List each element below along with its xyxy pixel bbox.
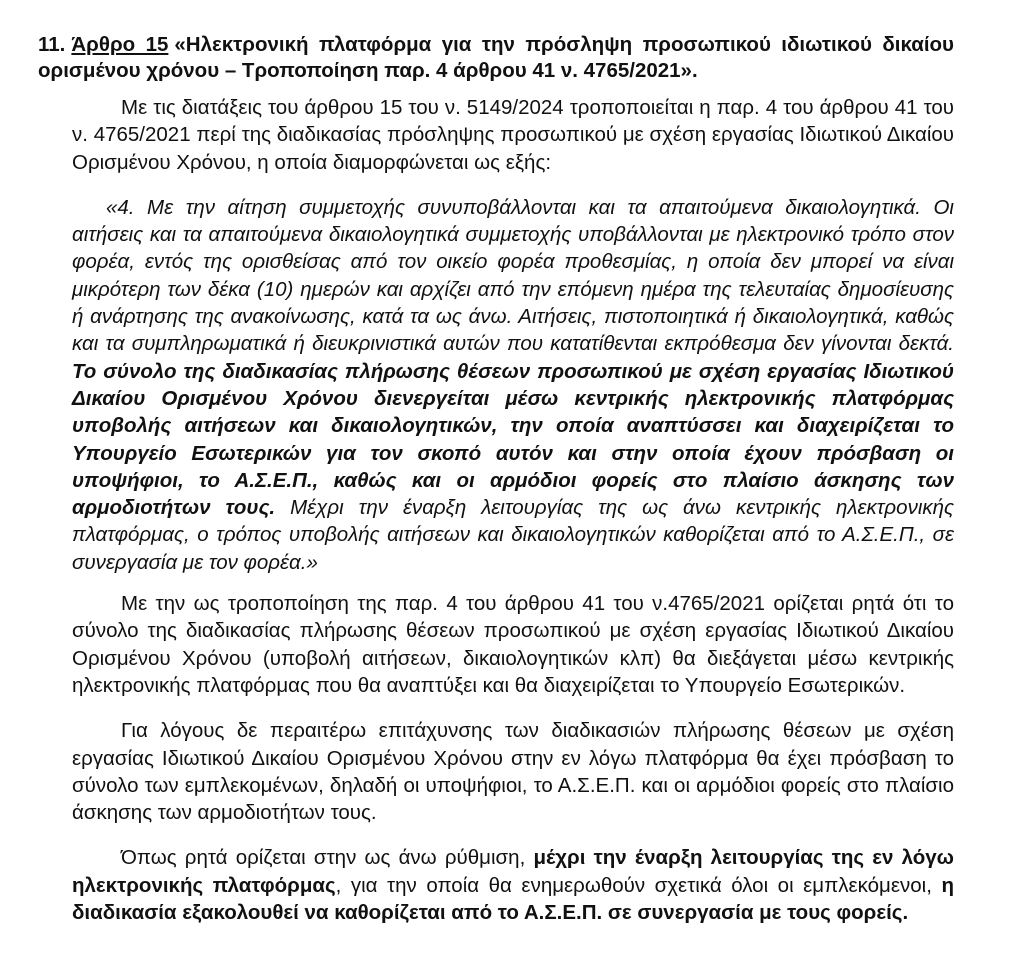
article-heading [38,32,954,84]
transition-text-2: , για την οποία θα ενημερωθούν σχετικά όλοι οι εμπλεκόμενοι, [335,873,932,897]
transition-text-1: Όπως ρητά ορίζεται στην ως άνω ρύθμιση, [121,846,526,870]
access-paragraph: Για λόγους δε περαιτέρω επιτάχυνσης των διαδικασιών πλήρωσης θέσεων με σχέση εργασίας Ιδιωτικού Δικαίου Ορισμένου Χρόνου στην εν λόγω πλατφόρμα θα έχει πρόσβαση το σύνολο των εμπλεκομένων, δηλαδή οι υποψήφιοι, το Α.Σ.Ε.Π. και οι αρμόδιοι φορείς στο πλαίσιο άσκησης των αρμοδιοτήτων τους. [72,719,954,825]
transition-bold-1: μέχρι την έναρξη λειτουργίας της εν λόγω ηλεκτρονικής πλατφόρμας [72,846,954,897]
amendment-paragraph: Με την ως τροποποίηση της παρ. 4 του άρθρου 41 του ν.4765/2021 ορίζεται ρητά ότι το σύνολο της διαδικασίας πλήρωσης θέσεων προσωπικού με σχέση εργασίας Ιδιωτικού Δικαίου Ορισμένου Χρόνου (υποβολή αιτήσεων, δικαιολογητικών κλπ) θα διεξάγεται μέσω κεντρικής ηλεκτρονικής πλατφόρμας που θα αναπτύξει και θα διαχειρίζεται το Υπουργείο Εσωτερικών. [72,592,954,697]
quote-bold-text: Το σύνολο της διαδικασίας πλήρωσης θέσεων προσωπικού με σχέση εργασίας Ιδιωτικού Δικαίου Ορισμένου Χρόνου διενεργείται μέσω κεντρικής ηλεκτρονικής πλατφόρμας υποβολής αιτήσεων και δικαιολογητικών, την οποία αναπτύσσει και διαχειρίζεται το Υπουργείο Εσωτερικών για τον σκοπό αυτόν και στην οποία έχουν πρόσβαση οι υποψήφιοι, το Α.Σ.Ε.Π., καθώς και οι αρμόδιοι φορείς στο πλαίσιο άσκησης των αρμοδιοτήτων τους. [72,359,954,520]
transition-bold-2: η διαδικασία εξακολουθεί να καθορίζεται από το Α.Σ.Ε.Π. σε συνεργασία με τους φορείς. [72,873,954,925]
article-reference: Άρθρο 15 [71,33,169,56]
article-title: «Ηλεκτρονική πλατφόρμα για την πρόσληψη προσωπικού ιδιωτικού δικαίου ορισμένου χρόνου – Τροποποίηση παρ. 4 άρθρου 41 ν. 4765/2021». [38,33,954,82]
intro-paragraph: Με τις διατάξεις του άρθρου 15 του ν. 5149/2024 τροποποιείται η παρ. 4 του άρθρου 41 του ν. 4765/2021 περί της διαδικασίας πρόσληψης προσωπικού με σχέση εργασίας Ιδιωτικού Δικαίου Ορισμένου Χρόνου, η οποία διαμορφώνεται ως εξής: [72,96,954,174]
item-number: 11. [38,33,66,56]
transition-paragraph [72,844,954,926]
quoted-provision [72,194,954,576]
quote-text-2: Μέχρι την έναρξη λειτουργίας της ως άνω κεντρικής ηλεκτρονικής πλατφόρμας, ο τρόπος υποβολής αιτήσεων και δικαιολογητικών καθορίζεται από το Α.Σ.Ε.Π., σε συνεργασία με τον φορέα.» [72,496,954,574]
document-page [38,32,954,944]
quote-text-1: «4. Με την αίτηση συμμετοχής συνυποβάλλονται και τα απαιτούμενα δικαιολογητικά. Οι αιτήσεις και τα απαιτούμενα δικαιολογητικά συμμετοχής υποβάλλονται με ηλεκτρονικό τρόπο στον φορέα, εντός της ορισθείσας από τον οικείο φορέα προθεσμίας, η οποία δεν μπορεί να είναι μικρότερη των δέκα (10) ημερών και αρχίζει από την επόμενη ημέρα της τελευταίας δημοσίευσης ή ανάρτησης της ανακοίνωσης, κατά τα ως άνω. Αιτήσεις, πιστοποιητικά ή δικαιολογητικά, καθώς και τα συμπληρωματικά ή διευκρινιστικά αυτών που κατατίθενται εκπρόθεσμα δεν γίνονται δεκτά. [72,195,954,356]
